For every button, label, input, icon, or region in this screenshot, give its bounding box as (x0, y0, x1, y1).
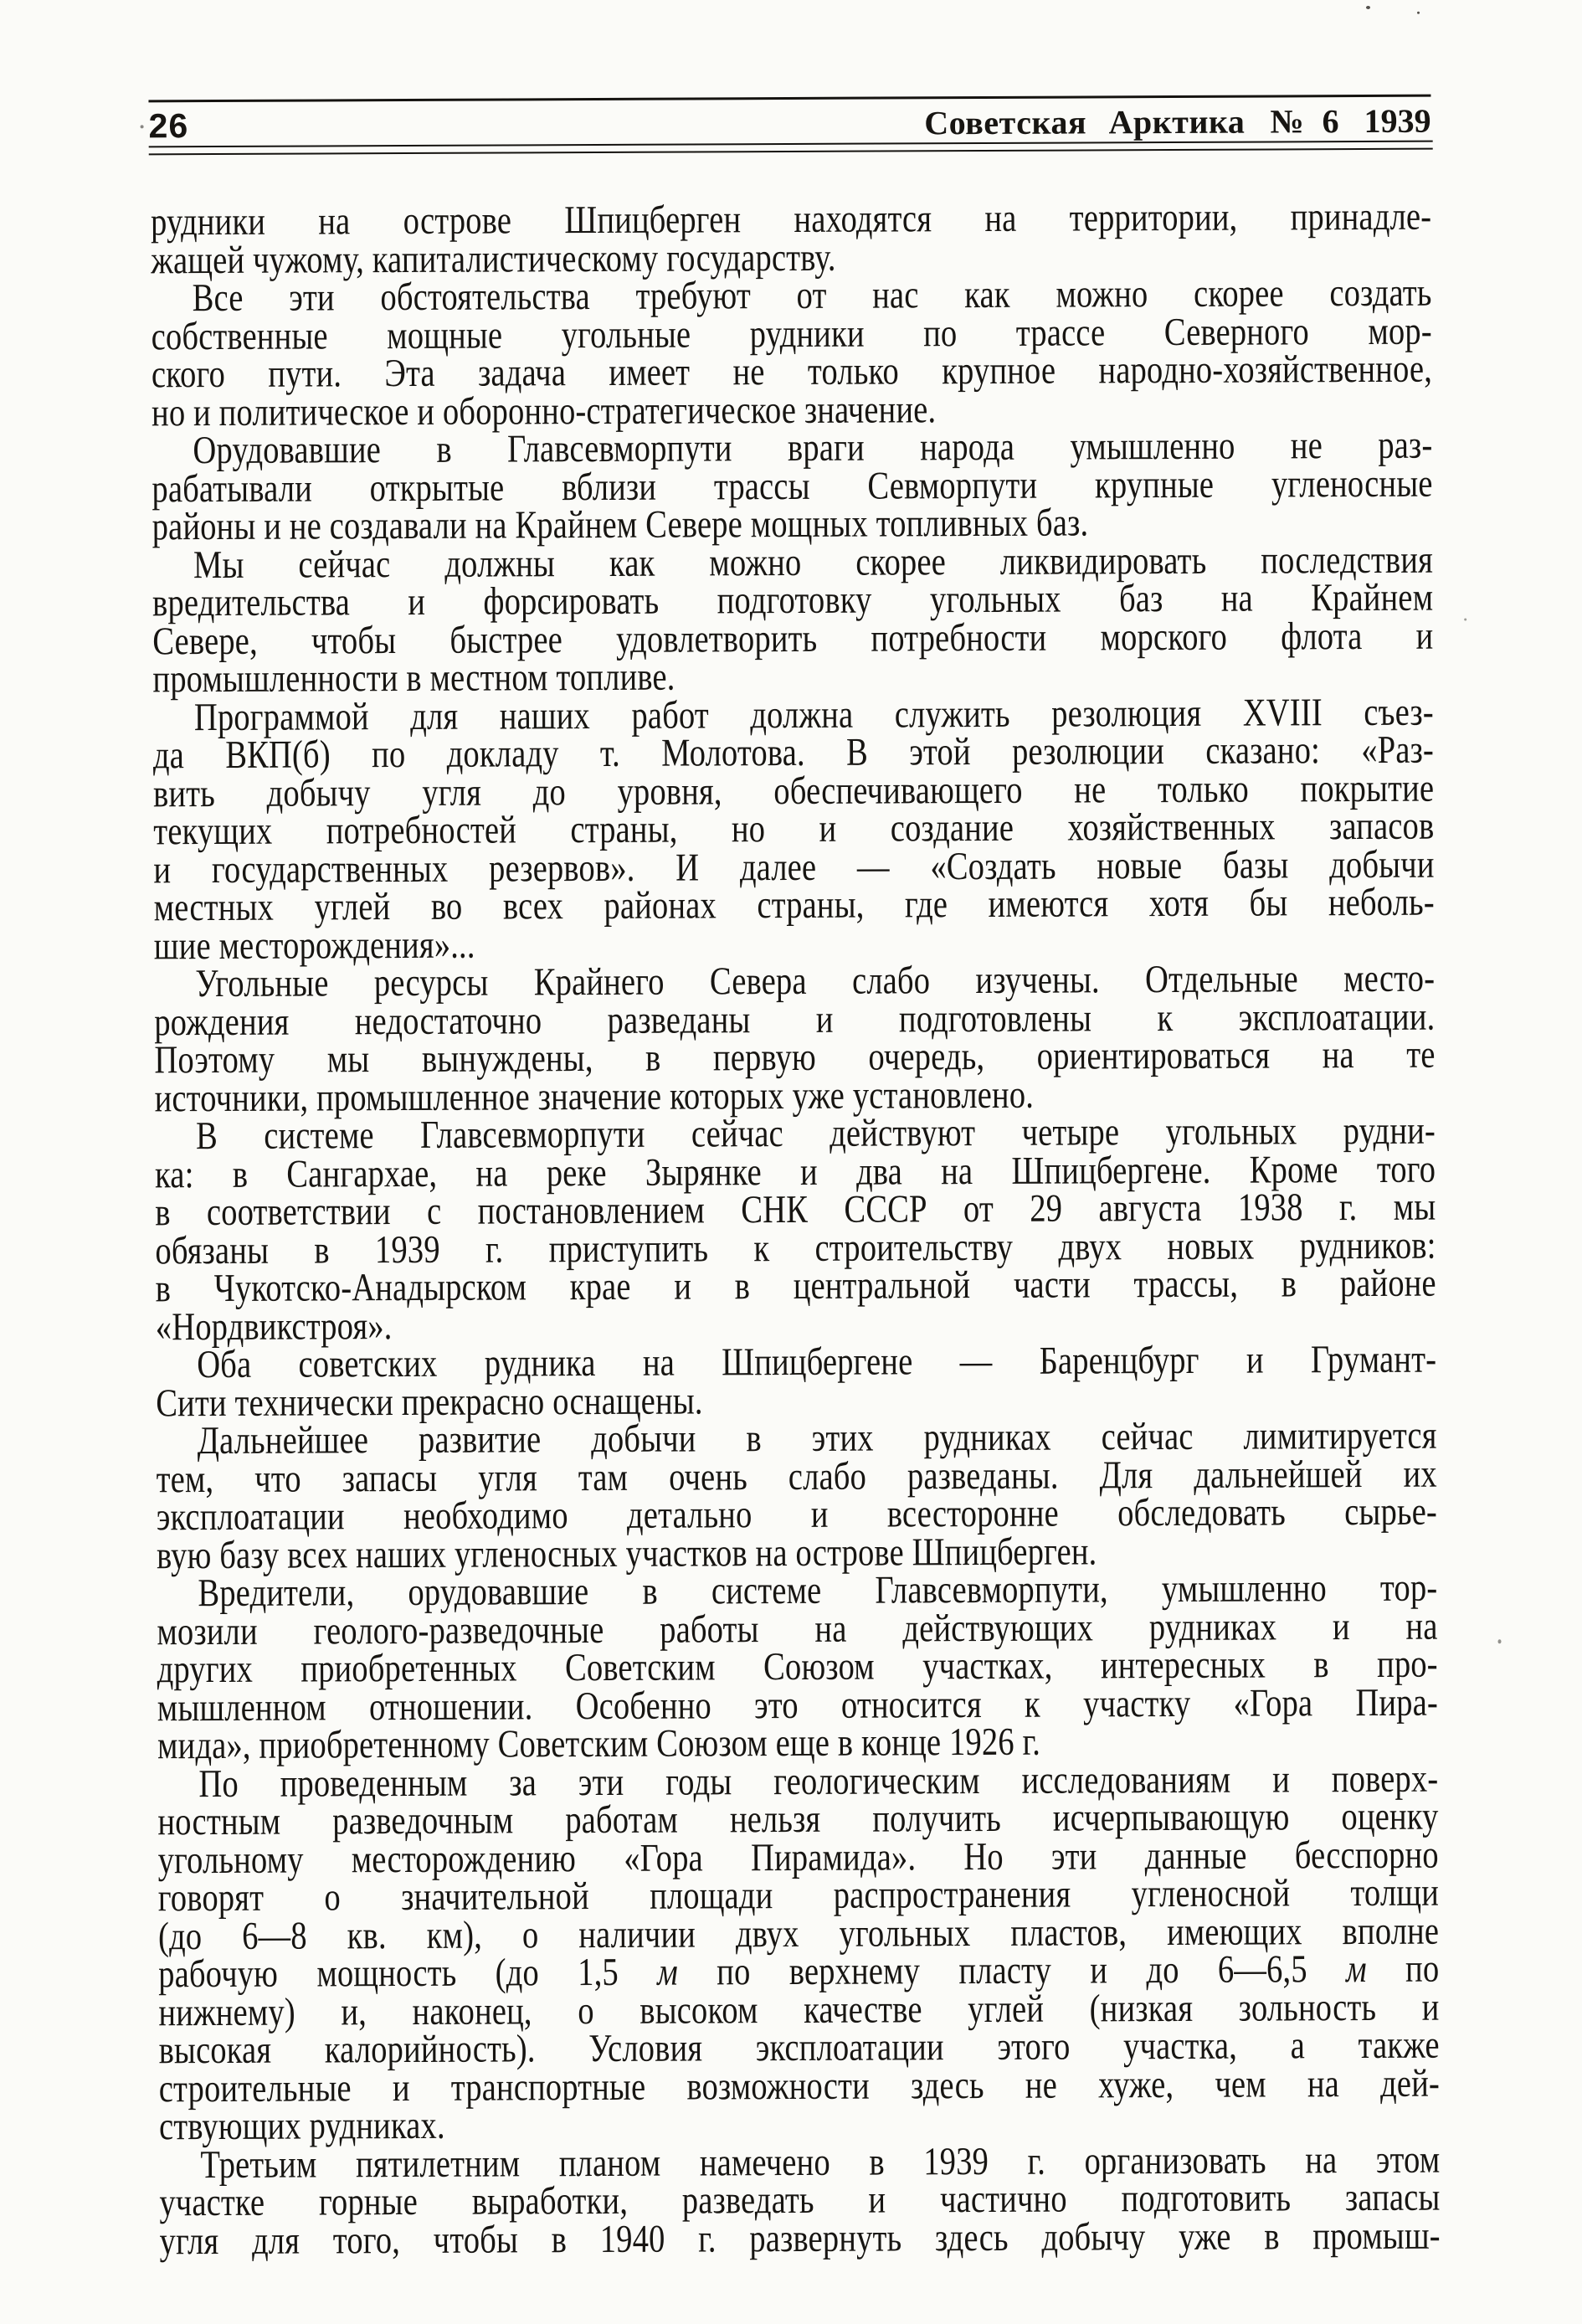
text-line: тем, что запасы угля там очень слабо разведаны. Для дальнейшей их (156, 1452, 1437, 1501)
text-line: собственные мощные угольные рудники по трассе Северного мор- (151, 309, 1432, 358)
article-text (150, 194, 1441, 2263)
text-line: нижнему) и, наконец, о высоком качестве углей (низкая зольность и (158, 1985, 1440, 2034)
text-line: Севере, чтобы быстрее удовлетворить потребности морского флота и (152, 614, 1434, 663)
text-line: «Нордвикстроя». (155, 1303, 393, 1349)
text-line: в соответствии с постановлением СНК СССР от 29 августа 1938 г. мы (155, 1185, 1436, 1235)
text-line: но и политическое и оборонно-стратегическое значение. (151, 387, 937, 434)
text-line: в Чукотско-Анадырском крае и в центральной части трассы, в районе (155, 1261, 1436, 1311)
text-line: Все эти обстоятельства требуют от нас как можно скорее создать (192, 270, 1432, 321)
text-line: ностным разведочным работам нельзя получить исчерпывающую оценку (157, 1794, 1439, 1844)
running-title (924, 102, 1430, 143)
text-line: По проведенным за эти годы геологическим исследованиям и поверх- (198, 1756, 1439, 1806)
ink-speck (1497, 1639, 1501, 1643)
text-line: Третьим пятилетним планом намечено в 1939 г. организовать на этом (200, 2137, 1441, 2187)
page-number: 26 (148, 106, 189, 146)
header-rule-double-lower (149, 148, 1433, 156)
text-line: строительные и транспортные возможности здесь не хуже, чем на дей- (158, 2061, 1441, 2111)
ink-speck (1417, 12, 1420, 14)
text-line: мозили геолого-разведочные работы на действующих рудниках и на (157, 1604, 1438, 1653)
text-line: мышленном отношении. Особенно это относится к участку «Гора Пира- (157, 1680, 1439, 1730)
text-line: Вредители, орудовавшие в системе Главсевморпути, умышленно тор- (198, 1566, 1438, 1616)
text-line: говорят о значительной площади распространения угленосной толщи (157, 1870, 1440, 1920)
text-line: Сити технически прекрасно оснащены. (156, 1378, 703, 1425)
text-line: рудники на острове Шпицберген находятся на территории, принадле- (150, 194, 1432, 244)
text-line: вить добычу угля до уровня, обеспечивающего не только покрытие (152, 766, 1435, 815)
text-line: вую базу всех наших угленосных участков на острове Шпицберген. (156, 1529, 1097, 1577)
ink-speck (1366, 6, 1370, 9)
text-line: рождения недостаточно разведаны и подготовлены к эксплоатации. (154, 995, 1436, 1044)
text-line: шие месторождения»... (153, 923, 475, 968)
text-line: источники, промышленное значение которых уже установлено. (154, 1072, 1035, 1120)
text-line: Программой для наших работ должна служить резолюция XVIII съез- (193, 690, 1434, 739)
text-line: ского пути. Эта задача имеет не только крупное народно-хозяйственное, (151, 347, 1433, 397)
text-line: других приобретенных Советским Союзом участках, интересных в про- (157, 1642, 1438, 1692)
text-line: Оба советских рудника на Шпицбергене — Баренцбург и Грумант- (197, 1337, 1437, 1387)
text-line: угольному месторождению «Гора Пирамида». Но эти данные бесспорно (157, 1833, 1439, 1882)
text-line: вредительства и форсировать подготовку угольных баз на Крайнем (152, 575, 1434, 625)
text-line: ка: в Сангархае, на реке Зырянке и два на Шпицбергене. Кроме того (154, 1147, 1436, 1196)
text-line: местных углей во всех районах страны, где имеются хотя бы неболь- (153, 880, 1435, 930)
issue-year: 1939 (1364, 101, 1431, 141)
text-line: В системе Главсевморпути сейчас действуют четыре угольных рудни- (195, 1108, 1436, 1159)
journal-title: Советская Арктика (924, 102, 1246, 142)
text-line: эксплоатации необходимо детально и всесторонне обследовать сырье- (156, 1489, 1438, 1540)
text-line: да ВКП(б) по докладу т. Молотова. В этой резолюции сказано: «Раз- (152, 728, 1435, 778)
text-line: рабочую мощность (до 1,5 м по верхнему пласту и до 6—6,5 м по (158, 1946, 1440, 1997)
page-header (148, 101, 1430, 146)
text-line: районы и не создавали на Крайнем Севере мощных топливных баз. (152, 501, 1089, 549)
issue-number: № 6 (1270, 102, 1339, 141)
text-line: рабатывали открытые вблизи трассы Севморпути крупные угленосные (152, 461, 1433, 511)
meters-unit: м (1345, 1947, 1367, 1992)
text-line: и государственных резервов». И далее — «Создать новые базы добычи (153, 842, 1435, 892)
meters-unit: м (657, 1950, 679, 1994)
text-line: Мы сейчас должны как можно скорее ликвидировать последствия (193, 537, 1434, 587)
ink-speck (1464, 618, 1466, 620)
text-line: обязаны в 1939 г. приступить к строительству двух новых рудников: (155, 1223, 1436, 1273)
text-line: Орудовавшие в Главсевморпути враги народа умышленно не раз- (193, 423, 1433, 473)
text-line: Дальнейшее развитие добычи в этих рудниках сейчас лимитируется (197, 1413, 1437, 1463)
text-line: мида», приобретенному Советским Союзом еще в конце 1926 г. (157, 1720, 1041, 1768)
text-line: высокая калорийность). Условия эксплоатации этого участка, а также (158, 2023, 1440, 2073)
text-line: (до 6—8 кв. км), о наличии двух угольных пластов, имеющих вполне (157, 1909, 1440, 1958)
text-line: участке горные выработки, разведать и частично подготовить запасы (159, 2175, 1441, 2225)
text-line: жащей чужому, капиталистическому государству. (151, 235, 836, 282)
text-line: Угольные ресурсы Крайнего Севера слабо изучены. Отдельные место- (195, 956, 1436, 1006)
text-line: угля для того, чтобы в 1940 г. развернуть здесь добычу уже в промыш- (159, 2213, 1441, 2263)
text-line: Поэтому мы вынуждены, в первую очередь, ориентироваться на те (154, 1032, 1436, 1082)
text-line: ствующих рудниках. (158, 2103, 445, 2149)
text-line: промышленности в местном топливе. (152, 655, 675, 702)
ink-speck (141, 125, 144, 128)
text-line: текущих потребностей страны, но и создание хозяйственных запасов (153, 804, 1435, 854)
